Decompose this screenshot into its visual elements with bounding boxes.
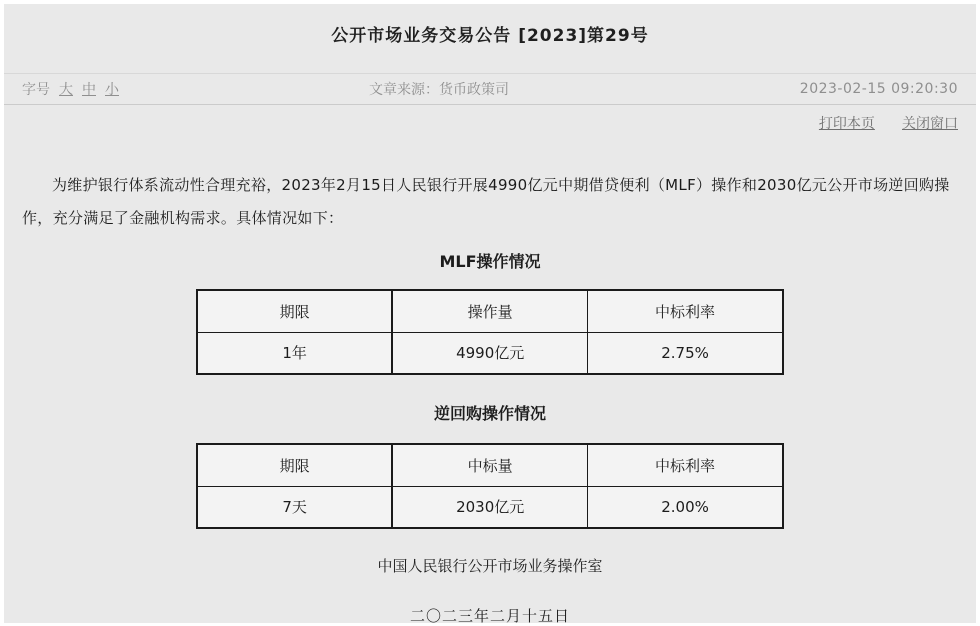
issue-date: 二〇二三年二月十五日 [4,605,976,626]
header-cell-volume: 操作量 [392,290,587,332]
table-header-row [197,290,783,332]
fontsize-label: 字号 [22,79,50,99]
print-page-link[interactable]: 打印本页 [819,116,875,132]
page-title: 公开市场业务交易公告 [2023]第29号 [331,21,648,46]
cell-volume: 4990亿元 [392,332,587,374]
mlf-operations-table [196,289,784,375]
intro-paragraph: 为维护银行体系流动性合理充裕，2023年2月15日人民银行开展4990亿元中期借贷便利（MLF）操作和2030亿元公开市场逆回购操作，充分满足了金融机构需求。具体情况如下： [22,169,958,235]
article-source: 文章来源：货币政策司 [369,79,800,99]
announcement-page [4,4,976,623]
meta-bar [4,73,976,105]
header-cell-rate: 中标利率 [588,444,783,486]
issuing-office-signature: 中国人民银行公开市场业务操作室 [4,555,976,576]
header-cell-term: 期限 [197,444,392,486]
cell-volume: 2030亿元 [392,486,587,528]
publish-timestamp: 2023-02-15 09:20:30 [800,81,958,97]
header-cell-term: 期限 [197,290,392,332]
cell-term: 1年 [197,332,392,374]
fontsize-control [22,79,369,99]
cell-rate: 2.00% [588,486,783,528]
close-window-link[interactable]: 关闭窗口 [902,116,958,132]
cell-term: 7天 [197,486,392,528]
fontsize-large-link[interactable]: 大 [59,79,73,99]
reverse-repo-table-title: 逆回购操作情况 [4,401,976,424]
reverse-repo-operations-table [196,443,784,529]
mlf-table-title: MLF操作情况 [4,249,976,272]
title-bar [4,4,976,73]
table-header-row [197,444,783,486]
fontsize-small-link[interactable]: 小 [105,79,119,99]
actions-bar [4,105,976,139]
header-cell-rate: 中标利率 [588,290,783,332]
table-row [197,486,783,528]
header-cell-volume: 中标量 [392,444,587,486]
fontsize-medium-link[interactable]: 中 [82,79,96,99]
table-row [197,332,783,374]
cell-rate: 2.75% [588,332,783,374]
